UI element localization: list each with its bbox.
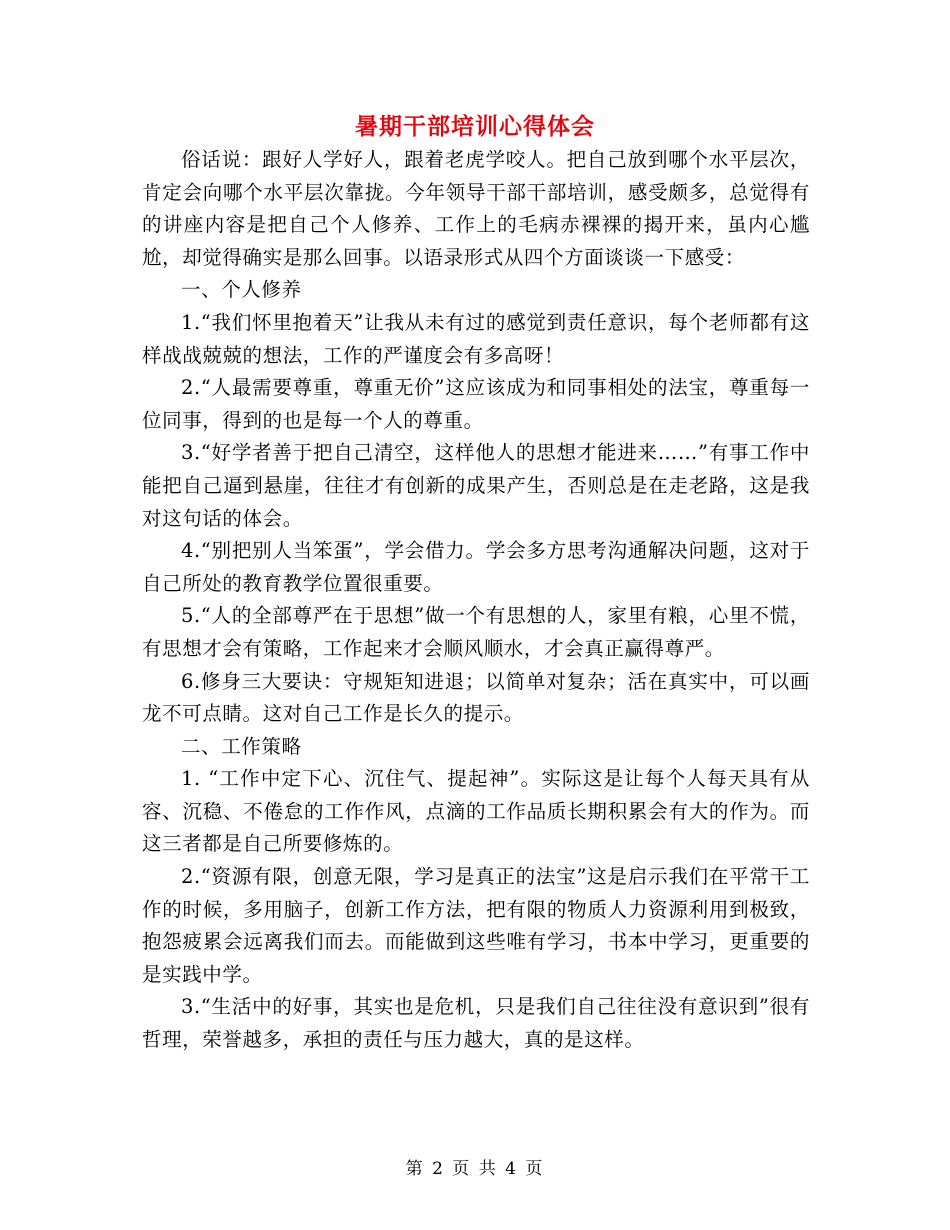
page-number-footer: 第 2 页 共 4 页 — [405, 1159, 545, 1179]
section-heading-personal-cultivation: 一、个人修养 — [181, 278, 302, 302]
paragraph-item: 2.“资源有限，创意无限，学习是真正的法宝”这是启示我们在平常干工作的时候，多用脑子，创新工作方法，把有限的物质人力资源利用到极致，抱怨疲累会远离我们而去。而能做到这些唯有学习，书本中学习，更重要的是实践中学。 — [142, 865, 810, 986]
paragraph-item: 3.“生活中的好事，其实也是危机，只是我们自己往往没有意识到”很有哲理，荣誉越多，承担的责任与压力越大，真的是这样。 — [142, 995, 810, 1052]
paragraph-item: 2.“人最需要尊重，尊重无价”这应该成为和同事相处的法宝，尊重每一位同事，得到的也是每一个人的尊重。 — [142, 376, 810, 432]
document-body — [142, 144, 810, 1057]
paragraph-item: 5.“人的全部尊严在于思想”做一个有思想的人，家里有粮，心里不慌，有思想才会有策略，工作起来才会顺风顺水，才会真正赢得尊严。 — [142, 604, 810, 660]
paragraph-item: 6.修身三大要诀：守规矩知进退；以简单对复杂；活在真实中，可以画龙不可点睛。这对自己工作是长久的提示。 — [142, 669, 810, 726]
paragraph-item: 4.“别把别人当笨蛋”，学会借力。学会多方思考沟通解决问题，这对于自己所处的教育教学位置很重要。 — [142, 539, 810, 595]
paragraph-intro: 俗话说：跟好人学好人，跟着老虎学咬人。把自己放到哪个水平层次，肯定会向哪个水平层次靠拢。今年领导干部干部培训，感受颇多，总觉得有的讲座内容是把自己个人修养、工作上的毛病赤裸裸的揭开来，虽内心尴尬，却觉得确实是那么回事。以语录形式从四个方面谈谈一下感受： — [142, 148, 810, 269]
document-title: 暑期干部培训心得体会 — [355, 113, 595, 140]
paragraph-item: 1. “工作中定下心、沉住气、提起神”。实际这是让每个人每天具有从容、沉稳、不倦怠的工作作风，点滴的工作品质长期积累会有大的作为。而这三者都是自己所要修炼的。 — [142, 767, 810, 856]
paragraph-item: 3.“好学者善于把自己清空，这样他人的思想才能进来……”有事工作中能把自己逼到悬崖，往往才有创新的成果产生，否则总是在走老路，这是我对这句话的体会。 — [142, 441, 810, 530]
section-heading-work-strategy: 二、工作策略 — [181, 734, 302, 758]
paragraph-item: 1.“我们怀里抱着天”让我从未有过的感觉到责任意识，每个老师都有这样战战兢兢的想法，工作的严谨度会有多高呀！ — [142, 310, 810, 367]
